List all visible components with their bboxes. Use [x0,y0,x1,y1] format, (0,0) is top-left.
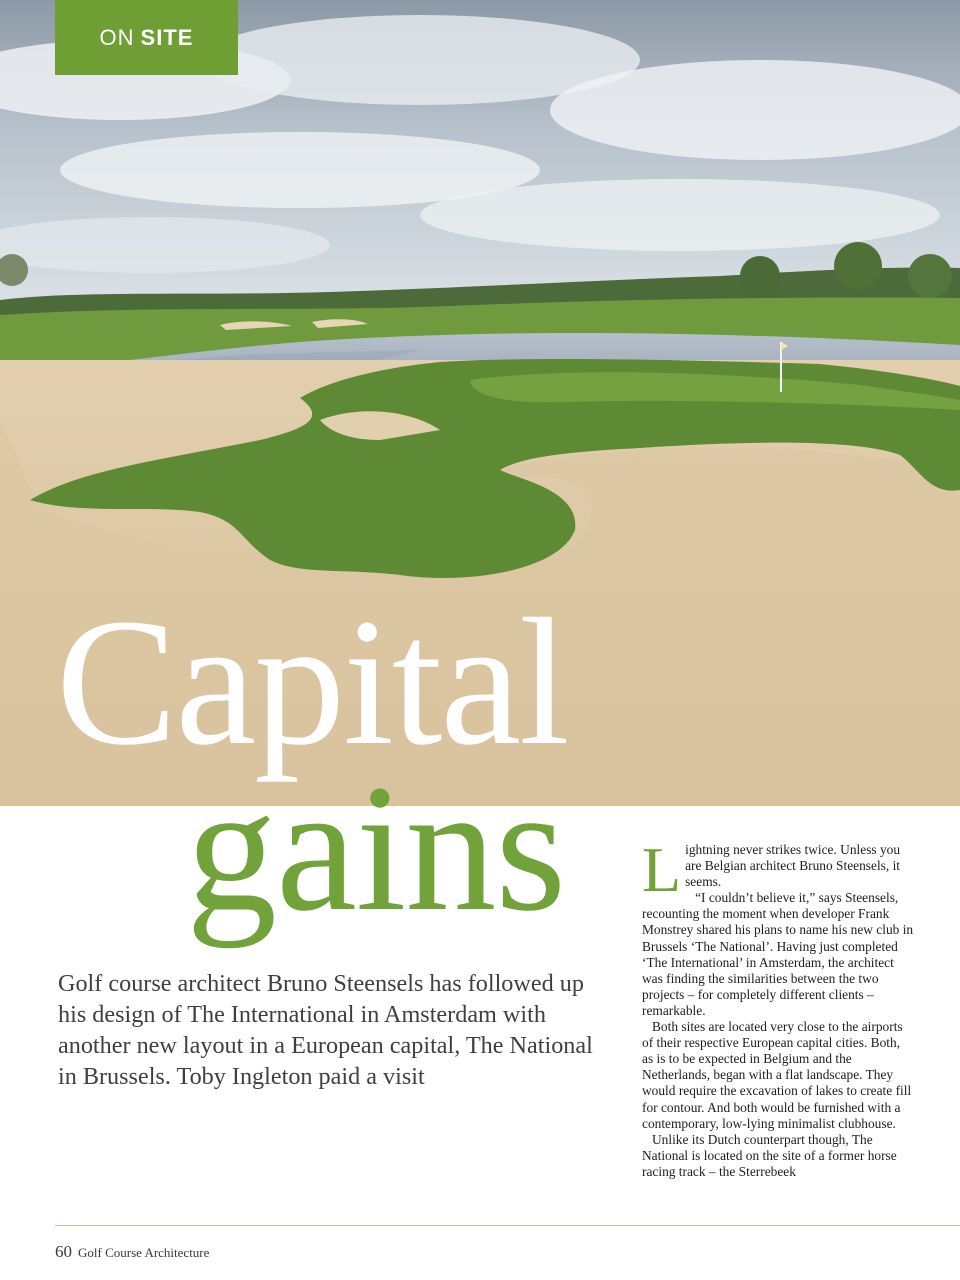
section-prefix: ON [99,24,135,50]
headline-line-2: gains [186,748,566,949]
body-paragraph-4: Unlike its Dutch counterpart though, The National is located on the site of a former horse racing track – the Sterrebeek [642,1131,897,1179]
body-paragraph-1-text: ightning never strikes twice. Unless you are Belgian architect Bruno Steensels, it seems. [685,842,901,890]
drop-cap: L [642,834,682,905]
section-name: SITE [140,24,194,50]
standfirst: Golf course architect Bruno Steensels has followed up his design of The International in Amsterdam with another new layout in a European capital, The National in Brussels. Toby Ingleton paid a visit [58,970,593,1090]
footer-rule [55,1225,960,1226]
article-body [642,834,914,1180]
page-number: 60 [55,1242,72,1261]
body-paragraph-2: “I couldn’t believe it,” says Steensels, recounting the moment when developer Frank Monstrey shared his plans to name his new club in Brussels ‘The National’. Having just completed ‘The International’ in Amsterdam, the architect was finding the similarities between the two projects – for completely different clients – remarkable. [642,890,914,1018]
headline-line-1: Capital [56,582,568,783]
publication-name: Golf Course Architecture [78,1245,210,1260]
section-tab [55,0,238,75]
body-paragraph-3: Both sites are located very close to the airports of their respective European capital cities. Both, as is to be expected in Belgium and the Netherlands, began with a flat landscape. They would require the excavation of lakes to create fill for contour. And both would be furnished with a contemporary, low-lying minimalist clubhouse. [642,1019,912,1131]
body-paragraph [642,834,914,905]
footer-folio [55,1242,209,1262]
